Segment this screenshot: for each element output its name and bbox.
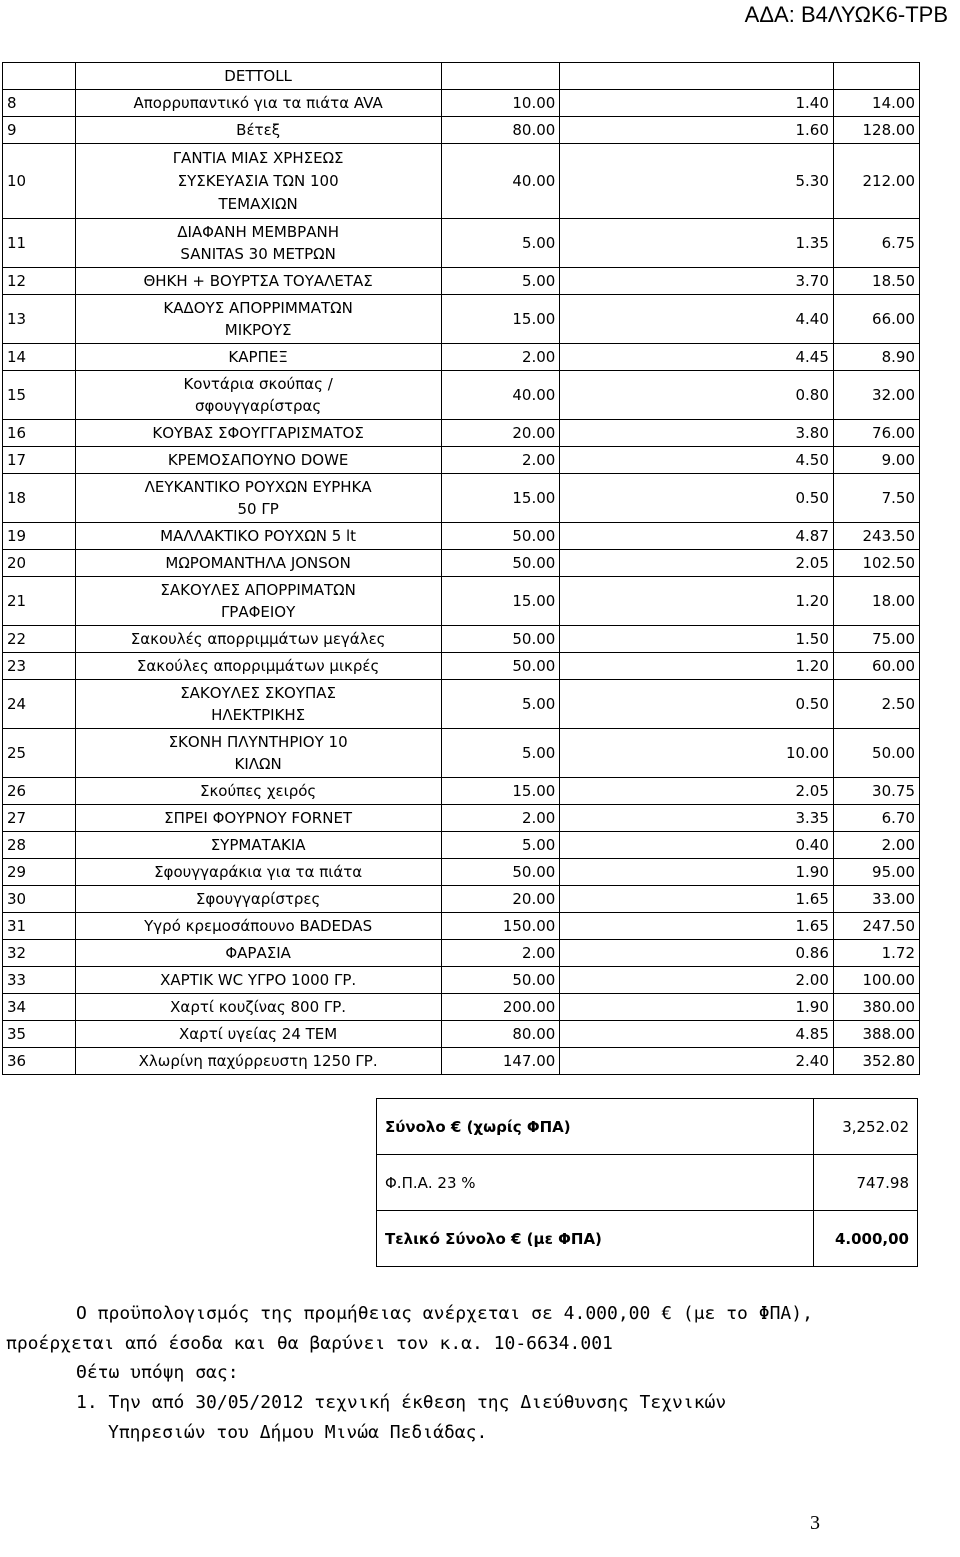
item-number: 11 — [3, 219, 76, 268]
item-total: 6.70 — [833, 805, 919, 832]
item-quantity: 2.00 — [441, 805, 560, 832]
item-total — [833, 63, 919, 90]
report-line-2: Υπηρεσιών του Δήμου Μινώα Πεδιάδας. — [108, 1422, 488, 1443]
table-row — [3, 344, 920, 371]
item-name-line: Απορρυπαντικό για τα πιάτα AVA — [133, 93, 383, 112]
table-row — [3, 859, 920, 886]
table-row — [3, 886, 920, 913]
item-quantity: 5.00 — [441, 219, 560, 268]
item-name — [75, 1048, 441, 1075]
item-name — [75, 420, 441, 447]
vat-label: Φ.Π.Α. 23 % — [377, 1155, 814, 1211]
item-unit-price: 2.40 — [560, 1048, 834, 1075]
item-total: 75.00 — [833, 626, 919, 653]
item-name-line: ΧΑΡΤΙΚ WC ΥΓΡΟ 1000 ΓΡ. — [160, 970, 357, 989]
item-total: 18.50 — [833, 268, 919, 295]
item-name-line: Σακουλές απορριμμάτων μεγάλες — [130, 629, 386, 648]
item-name-line: ΣΑΚΟΥΛΕΣ ΑΠΟΡΡΙΜΑΤΩΝ — [160, 581, 356, 599]
item-name-line: Σκούπες χειρός — [199, 781, 317, 800]
item-total: 388.00 — [833, 1021, 919, 1048]
item-number: 26 — [3, 778, 76, 805]
item-total: 7.50 — [833, 474, 919, 523]
item-total: 380.00 — [833, 994, 919, 1021]
table-row — [3, 550, 920, 577]
item-number: 10 — [3, 144, 76, 219]
report-line-1: 1. Την από 30/05/2012 τεχνική έκθεση της Διεύθυνσης Τεχνικών — [76, 1392, 727, 1413]
item-name-line: 50 ΓΡ — [237, 500, 279, 518]
item-quantity: 40.00 — [441, 371, 560, 420]
table-row — [3, 805, 920, 832]
item-quantity: 150.00 — [441, 913, 560, 940]
item-number: 36 — [3, 1048, 76, 1075]
item-quantity: 50.00 — [441, 967, 560, 994]
item-quantity: 5.00 — [441, 832, 560, 859]
table-row — [3, 219, 920, 268]
item-number: 31 — [3, 913, 76, 940]
item-total: 8.90 — [833, 344, 919, 371]
considering-line: Θέτω υπόψη σας: — [76, 1362, 239, 1383]
item-quantity: 15.00 — [441, 474, 560, 523]
ada-header: ΑΔΑ: Β4ΛΥΩΚ6-ΤΡΒ — [744, 2, 948, 27]
table-row — [3, 117, 920, 144]
item-name — [75, 144, 441, 219]
table-row — [3, 1048, 920, 1075]
item-quantity — [441, 63, 560, 90]
item-name — [75, 268, 441, 295]
item-quantity: 2.00 — [441, 940, 560, 967]
item-unit-price: 1.40 — [560, 90, 834, 117]
item-number: 35 — [3, 1021, 76, 1048]
item-name-line: ΜΙΚΡΟΥΣ — [224, 321, 292, 339]
item-quantity: 5.00 — [441, 680, 560, 729]
item-number: 17 — [3, 447, 76, 474]
item-quantity: 15.00 — [441, 295, 560, 344]
item-quantity: 15.00 — [441, 778, 560, 805]
table-row — [3, 778, 920, 805]
item-name — [75, 913, 441, 940]
vat-value: 747.98 — [814, 1155, 918, 1211]
table-row — [3, 913, 920, 940]
item-total: 60.00 — [833, 653, 919, 680]
item-name — [75, 90, 441, 117]
item-name-line: ΣΠΡΕΙ ΦΟΥΡΝΟΥ FORNET — [164, 808, 353, 827]
item-number: 20 — [3, 550, 76, 577]
item-name-line: SANITAS 30 ΜΕΤΡΩΝ — [180, 245, 336, 263]
item-quantity: 200.00 — [441, 994, 560, 1021]
item-name — [75, 523, 441, 550]
item-quantity: 50.00 — [441, 523, 560, 550]
item-number: 22 — [3, 626, 76, 653]
table-row — [3, 474, 920, 523]
item-number: 30 — [3, 886, 76, 913]
item-unit-price: 1.65 — [560, 886, 834, 913]
item-total: 14.00 — [833, 90, 919, 117]
item-unit-price: 2.05 — [560, 778, 834, 805]
item-name-line: ΜΑΛΛΑΚΤΙΚΟ ΡΟΥΧΩΝ 5 lt — [160, 526, 357, 545]
item-name — [75, 550, 441, 577]
item-number: 28 — [3, 832, 76, 859]
item-name — [75, 117, 441, 144]
item-name — [75, 626, 441, 653]
item-unit-price: 3.80 — [560, 420, 834, 447]
item-number: 33 — [3, 967, 76, 994]
item-unit-price: 2.00 — [560, 967, 834, 994]
item-unit-price: 4.50 — [560, 447, 834, 474]
item-name — [75, 832, 441, 859]
item-total: 76.00 — [833, 420, 919, 447]
item-name-line: ΣΥΡΜΑΤΑΚΙΑ — [210, 835, 306, 854]
item-name-line: Υγρό κρεμοσάπουνο BADEDAS — [144, 916, 373, 935]
item-quantity: 5.00 — [441, 729, 560, 778]
item-quantity: 50.00 — [441, 550, 560, 577]
item-name-line: ΣΑΚΟΥΛΕΣ ΣΚΟΥΠΑΣ — [180, 684, 337, 702]
item-number: 27 — [3, 805, 76, 832]
item-name — [75, 447, 441, 474]
item-total: 50.00 — [833, 729, 919, 778]
item-unit-price: 1.90 — [560, 994, 834, 1021]
item-total: 9.00 — [833, 447, 919, 474]
item-unit-price: 5.30 — [560, 144, 834, 219]
item-name — [75, 940, 441, 967]
item-quantity: 20.00 — [441, 886, 560, 913]
item-unit-price: 3.35 — [560, 805, 834, 832]
table-row — [3, 967, 920, 994]
item-name — [75, 886, 441, 913]
item-total: 32.00 — [833, 371, 919, 420]
item-total: 6.75 — [833, 219, 919, 268]
item-total: 1.72 — [833, 940, 919, 967]
table-row — [3, 63, 920, 90]
item-total: 100.00 — [833, 967, 919, 994]
item-name — [75, 859, 441, 886]
summary-row-gross — [377, 1211, 918, 1267]
item-number: 24 — [3, 680, 76, 729]
item-number: 34 — [3, 994, 76, 1021]
item-quantity: 2.00 — [441, 344, 560, 371]
item-unit-price: 1.65 — [560, 913, 834, 940]
item-unit-price: 1.90 — [560, 859, 834, 886]
table-row — [3, 447, 920, 474]
item-name-line: σφουγγαρίστρας — [194, 397, 322, 415]
item-name-line: Χλωρίνη παχύρρευστη 1250 ΓΡ. — [138, 1051, 378, 1070]
item-total: 30.75 — [833, 778, 919, 805]
item-name-line: ΚΡΕΜΟΣΑΠΟΥΝΟ DOWE — [167, 450, 349, 469]
summary-row-net — [377, 1099, 918, 1155]
item-unit-price: 0.50 — [560, 474, 834, 523]
item-name — [75, 63, 441, 90]
item-name-line: Χαρτί υγείας 24 ΤΕΜ — [179, 1024, 338, 1043]
summary-table — [376, 1098, 918, 1267]
gross-total-label: Τελικό Σύνολο € (με ΦΠΑ) — [377, 1211, 814, 1267]
table-row — [3, 1021, 920, 1048]
item-unit-price: 3.70 — [560, 268, 834, 295]
item-name — [75, 295, 441, 344]
item-number: 8 — [3, 90, 76, 117]
item-name-line: ΜΩΡΟΜΑΝΤΗΛΑ JONSON — [165, 553, 351, 572]
item-name-line: Σακούλες απορριμμάτων μικρές — [136, 656, 380, 675]
item-name-line: ΗΛΕΚΤΡΙΚΗΣ — [211, 706, 306, 724]
item-quantity: 50.00 — [441, 626, 560, 653]
item-total: 2.00 — [833, 832, 919, 859]
table-row — [3, 295, 920, 344]
item-total: 33.00 — [833, 886, 919, 913]
item-number: 15 — [3, 371, 76, 420]
item-number: 32 — [3, 940, 76, 967]
table-row — [3, 994, 920, 1021]
item-name-line: ΛΕΥΚΑΝΤΙΚΟ ΡΟΥΧΩΝ ΕΥΡΗΚΑ — [144, 478, 372, 496]
item-unit-price: 4.85 — [560, 1021, 834, 1048]
item-name — [75, 653, 441, 680]
item-name-line: ΓΑΝΤΙΑ ΜΙΑΣ ΧΡΗΣΕΩΣ — [172, 148, 344, 167]
table-row — [3, 653, 920, 680]
item-name — [75, 344, 441, 371]
gross-total-value: 4.000,00 — [814, 1211, 918, 1267]
item-total: 212.00 — [833, 144, 919, 219]
budget-line-1: Ο προϋπολογισμός της προμήθειας ανέρχεται σε 4.000,00 € (με το ΦΠΑ), — [76, 1303, 813, 1324]
item-total: 352.80 — [833, 1048, 919, 1075]
item-name-line: ΚΑΡΠΕΞ — [228, 347, 288, 366]
item-total: 66.00 — [833, 295, 919, 344]
item-name — [75, 474, 441, 523]
items-table-body — [3, 63, 920, 1075]
item-name — [75, 680, 441, 729]
item-unit-price: 2.05 — [560, 550, 834, 577]
item-number: 18 — [3, 474, 76, 523]
item-unit-price: 0.50 — [560, 680, 834, 729]
item-unit-price: 0.86 — [560, 940, 834, 967]
item-name-line: ΓΡΑΦΕΙΟΥ — [220, 603, 296, 621]
table-row — [3, 940, 920, 967]
item-number: 16 — [3, 420, 76, 447]
item-total: 128.00 — [833, 117, 919, 144]
item-number: 14 — [3, 344, 76, 371]
item-name — [75, 994, 441, 1021]
item-quantity: 10.00 — [441, 90, 560, 117]
item-total: 2.50 — [833, 680, 919, 729]
budget-line-2: προέρχεται από έσοδα και θα βαρύνει τον κ.α. 10-6634.001 — [6, 1333, 613, 1354]
item-name-line: ΣΚΟΝΗ ΠΛΥΝΤΗΡΙΟΥ 10 — [168, 733, 348, 751]
item-name-line: ΤΕΜΑΧΙΩΝ — [218, 194, 298, 213]
item-quantity: 20.00 — [441, 420, 560, 447]
item-unit-price: 1.20 — [560, 577, 834, 626]
summary-row-vat — [377, 1155, 918, 1211]
item-quantity: 2.00 — [441, 447, 560, 474]
items-table — [2, 62, 920, 1075]
item-name — [75, 805, 441, 832]
item-name-line: ΦΑΡΑΣΙΑ — [225, 943, 291, 962]
item-total: 95.00 — [833, 859, 919, 886]
item-name-line: Σφουγγαράκια για τα πιάτα — [154, 862, 363, 881]
item-number: 25 — [3, 729, 76, 778]
item-name-line: ΚΙΛΩΝ — [234, 755, 282, 773]
item-name — [75, 967, 441, 994]
item-total: 243.50 — [833, 523, 919, 550]
item-name-line: Χαρτί κουζίνας 800 ΓΡ. — [170, 997, 347, 1016]
item-unit-price: 4.87 — [560, 523, 834, 550]
item-unit-price — [560, 63, 834, 90]
item-name — [75, 778, 441, 805]
item-unit-price: 0.40 — [560, 832, 834, 859]
table-row — [3, 371, 920, 420]
item-unit-price: 10.00 — [560, 729, 834, 778]
table-row — [3, 268, 920, 295]
item-name-line: Σφουγγαρίστρες — [195, 889, 321, 908]
table-row — [3, 90, 920, 117]
item-name-line: ΚΟΥΒΑΣ ΣΦΟΥΓΓΑΡΙΣΜΑΤΟΣ — [152, 423, 364, 442]
item-quantity: 80.00 — [441, 117, 560, 144]
net-total-label: Σύνολο € (χωρίς ΦΠΑ) — [377, 1099, 814, 1155]
table-row — [3, 420, 920, 447]
table-row — [3, 144, 920, 219]
item-unit-price: 1.35 — [560, 219, 834, 268]
item-number: 19 — [3, 523, 76, 550]
item-name — [75, 1021, 441, 1048]
item-name — [75, 219, 441, 268]
net-total-value: 3,252.02 — [814, 1099, 918, 1155]
item-number: 13 — [3, 295, 76, 344]
table-row — [3, 626, 920, 653]
item-name — [75, 577, 441, 626]
item-name — [75, 729, 441, 778]
item-unit-price: 0.80 — [560, 371, 834, 420]
item-name-line: ΚΑΔΟΥΣ ΑΠΟΡΡΙΜΜΑΤΩΝ — [163, 299, 353, 317]
item-quantity: 15.00 — [441, 577, 560, 626]
item-number: 9 — [3, 117, 76, 144]
table-row — [3, 729, 920, 778]
item-quantity: 50.00 — [441, 859, 560, 886]
item-unit-price: 4.45 — [560, 344, 834, 371]
item-unit-price: 1.20 — [560, 653, 834, 680]
item-quantity: 50.00 — [441, 653, 560, 680]
item-unit-price: 1.50 — [560, 626, 834, 653]
item-quantity: 80.00 — [441, 1021, 560, 1048]
item-total: 247.50 — [833, 913, 919, 940]
item-name-line: Κοντάρια σκούπας / — [183, 375, 333, 393]
item-number: 23 — [3, 653, 76, 680]
table-row — [3, 832, 920, 859]
item-name — [75, 371, 441, 420]
item-number: 21 — [3, 577, 76, 626]
table-row — [3, 577, 920, 626]
item-number — [3, 63, 76, 90]
item-name-line: ΘΗΚΗ + ΒΟΥΡΤΣΑ ΤΟΥΑΛΕΤΑΣ — [143, 271, 373, 290]
item-total: 18.00 — [833, 577, 919, 626]
page-number: 3 — [810, 1512, 820, 1534]
item-number: 29 — [3, 859, 76, 886]
item-quantity: 147.00 — [441, 1048, 560, 1075]
table-row — [3, 680, 920, 729]
item-unit-price: 4.40 — [560, 295, 834, 344]
item-total: 102.50 — [833, 550, 919, 577]
item-unit-price: 1.60 — [560, 117, 834, 144]
item-name-line: DETTOLL — [224, 66, 292, 85]
item-name-line: ΔΙΑΦΑΝΗ ΜΕΜΒΡΑΝΗ — [177, 223, 339, 241]
item-number: 12 — [3, 268, 76, 295]
table-row — [3, 523, 920, 550]
item-quantity: 40.00 — [441, 144, 560, 219]
item-quantity: 5.00 — [441, 268, 560, 295]
item-name-line: Βέτεξ — [236, 120, 281, 139]
item-name-line: ΣΥΣΚΕΥΑΣΙΑ ΤΩΝ 100 — [177, 171, 339, 190]
